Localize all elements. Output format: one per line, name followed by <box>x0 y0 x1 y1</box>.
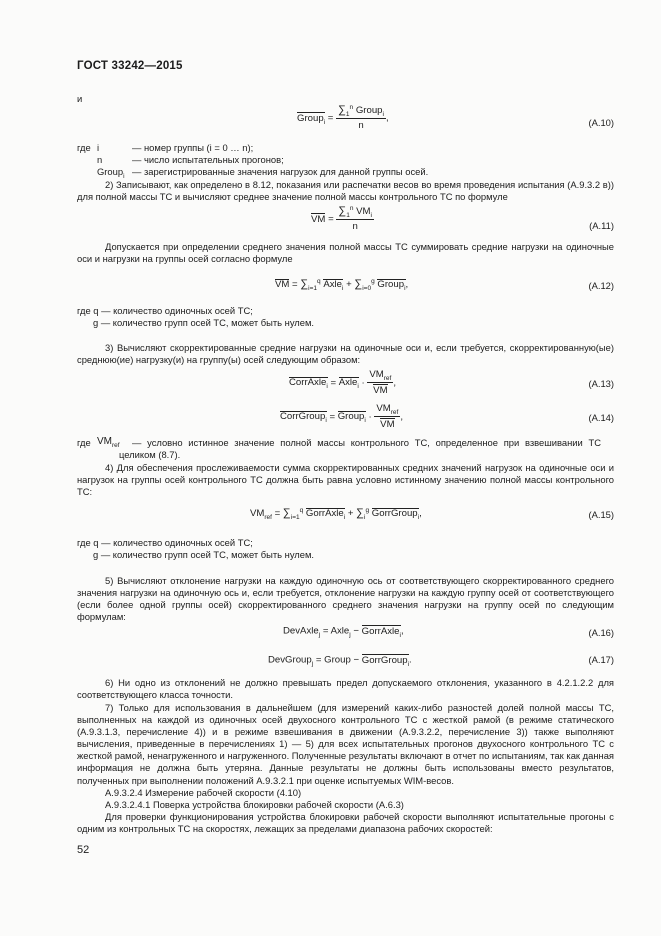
paragraph-4: 3) Вычисляют скорректированные средние нагрузки на одиночные оси и, если требуется, скорректированную(ые) среднюю(ие) нагрузку(и) на группу(ы) осей следующим образом: <box>77 342 614 366</box>
formula-a14: CorrGroup$_i$ = Group$_i$ · $\frac{VM_{ref}}{VM}$ , <box>280 403 404 430</box>
paragraph-7: 6) Ни одно из отклонений не должно превышать предел допускаемого отклонения, указанного в 4.2.1.2.2 для соответствующего класса точности. <box>77 677 614 701</box>
paragraph-2: 2) Записывают, как определено в 8.12, показания или распечатки весов во время проведения испытания (А.9.3.2 в)) для полной массы ТС и вычисляют среднее значение полной массы контрольного ТС по формуле <box>77 179 614 203</box>
where-text-group: — зарегистрированные значения нагрузок для данной группы осей. <box>132 166 429 177</box>
formula-a10: Group$_i$ = $\frac{\sum_1^n Group_i}{n}$ , <box>297 103 389 132</box>
equation-number-a16: (А.16) <box>588 627 614 638</box>
vmref-symbol: $VM_{ref}$ <box>97 436 120 449</box>
equation-number-a10: (А.10) <box>588 117 614 128</box>
where-g-1: g — количество групп осей ТС, может быть нулем. <box>93 317 315 328</box>
equation-number-a12: (А.12) <box>588 280 614 291</box>
paragraph-6: 5) Вычисляют отклонение нагрузки на каждую одиночную ось от соответствующего скорректированного среднего значения нагрузки на одиночную ось и, если требуется, отклонение нагрузки на каждую группу осей от соответствующего (если более одной группы осей) скорректированного среднего значения нагрузки на группу осей по следующим формулам: <box>77 575 614 623</box>
paragraph-9: Для проверки функционирования устройства блокировки рабочей скорости выполняют испытательные прогоны с одним из контрольных ТС на скоростях, лежащих за пределами диапазона рабочих скоростей: <box>77 811 614 835</box>
subsection-a9324: А.9.3.2.4 Измерение рабочей скорости (4.10) <box>105 787 302 798</box>
paragraph-3: Допускается при определении среднего значения полной массы ТС суммировать средние нагрузки на одиночные оси и нагрузки на группы осей согласно формуле <box>77 241 614 265</box>
paragraph-8: 7) Только для использования в дальнейшем (для измерений каких-либо разностей долей полной массы ТС, выполненных на каждой из одиночных осей двухосного контрольного ТС с жесткой рамой (в режиме статического (А.9.3.1.3, перечисление 4)) и в режиме взвешивания в движении (А.9.3.2.2, перечисление 3)) также выполняют вычисления, приведенные в перечислениях 1) — 5) для всех испытательных прогонов двухосного контрольного ТС с жесткой рамой, ненагруженного и нагруженного. Полученные результаты включают в отчет по испытаниям, так как данная информация не должна быть утеряна. Данные результаты не должны быть использованы вместо результатов, полученных при выполнении положений А.9.3.2.1 при оценке испытуемых WIM-весов. <box>77 702 614 786</box>
equation-number-a17: (А.17) <box>588 654 614 665</box>
where-sym-i: i <box>97 142 100 153</box>
subsection-a93241: А.9.3.2.4.1 Поверка устройства блокировки рабочей скорости (А.6.3) <box>105 799 404 810</box>
formula-a13: CorrAxle$_i$ = Axle$_i$ · $\frac{VM_{ref}}{VM}$ , <box>289 369 397 396</box>
formula-a16: DevAxle$_j$ = Axle$_j$ − GorrAxle$_i$, <box>283 625 404 639</box>
equation-number-a11: (А.11) <box>589 220 614 231</box>
where-text-i: — номер группы (i = 0 … n); <box>132 142 254 153</box>
intro-and: и <box>77 93 83 104</box>
formula-a12: VM = $\sum_{i=1}^q$ Axle$_i$ + $\sum_{i=0}^g$ Group$_i$, <box>275 277 409 292</box>
where-sym-group: Group$_i$ <box>97 166 125 180</box>
where-text-n: — число испытательных прогонов; <box>132 154 284 165</box>
equation-number-a14: (А.14) <box>588 412 614 423</box>
where-q-1: где q — количество одиночных осей ТС; <box>77 305 253 316</box>
where-g-2: g — количество групп осей ТС, может быть нулем. <box>93 549 315 560</box>
equation-number-a13: (А.13) <box>588 378 614 389</box>
page-number: 52 <box>77 844 90 856</box>
formula-a11: VM = $\frac{\sum_1^n VM_i}{n}$ <box>311 204 372 233</box>
equation-number-a15: (А.15) <box>588 509 614 520</box>
vmref-definition: — условно истинное значение полной массы контрольного ТС, определенное при взвешивании ТС целиком (8.7). <box>119 437 601 461</box>
formula-a15: $VM_{ref} = \sum_{i=1}^q$ GorrAxle$_i$ + $\sum_i^g$ GorrGroup$_i$, <box>250 506 422 521</box>
vmref-where-label: где <box>77 437 91 448</box>
where-sym-n: n <box>97 154 103 165</box>
where-label: где <box>77 142 91 153</box>
where-q-2: где q — количество одиночных осей ТС; <box>77 537 253 548</box>
page-header-standard: ГОСТ 33242—2015 <box>77 60 183 72</box>
paragraph-5: 4) Для обеспечения прослеживаемости сумма скорректированных средних значений нагрузок на одиночные оси и нагрузок на группы осей контрольного ТС должна быть равна условно истинному значению полной массы контрольного ТС: <box>77 462 614 498</box>
formula-a17: DevGroup$_j$ = Group − GorrGroup$_i$. <box>268 654 412 668</box>
